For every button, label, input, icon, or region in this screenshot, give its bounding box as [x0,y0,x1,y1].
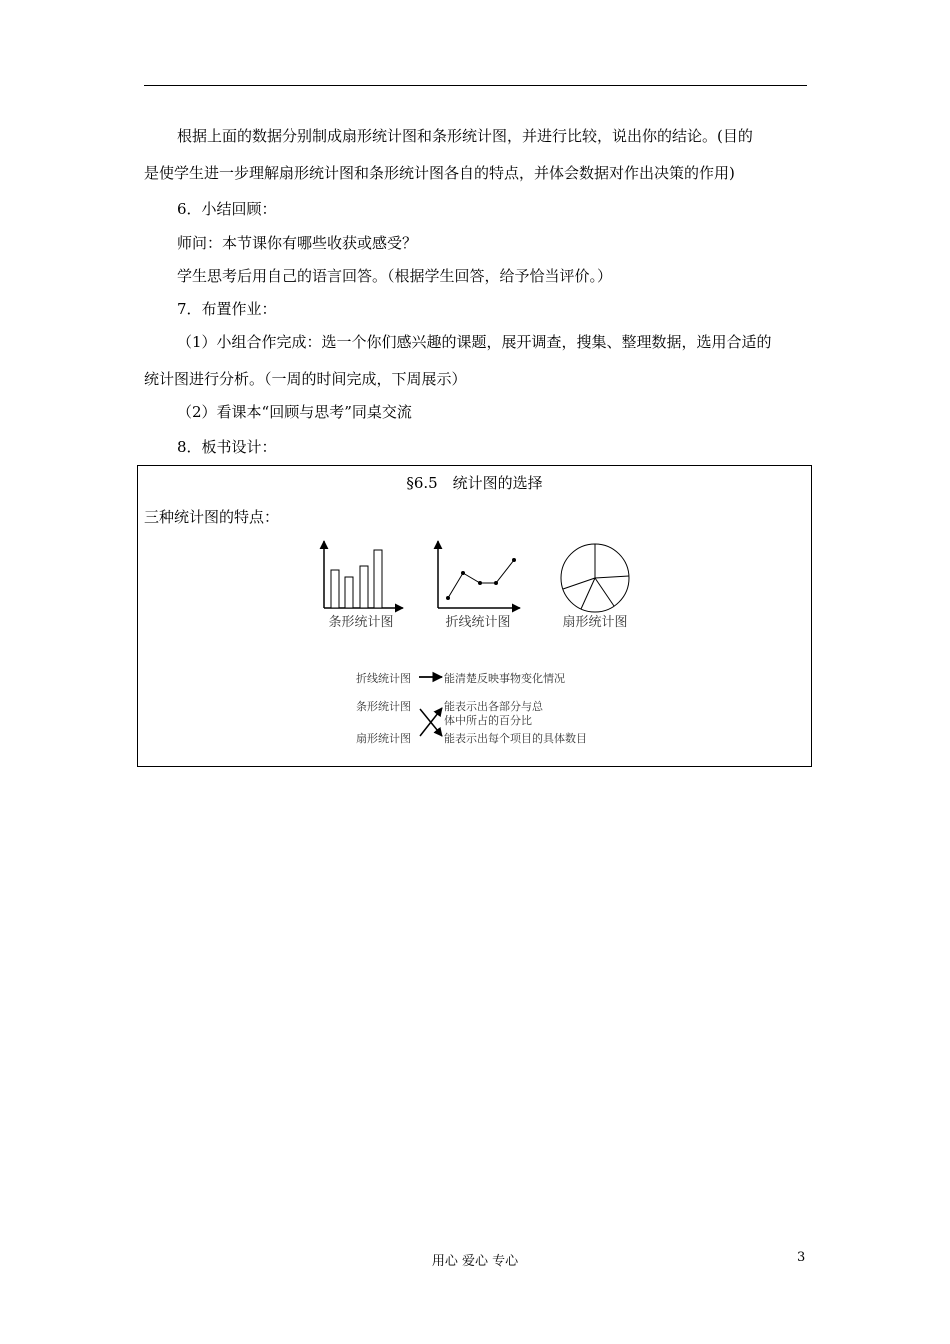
map-right-change: 能清楚反映事物变化情况 [444,672,565,685]
teacher-question: 师问：本节课你有哪些收获或感受？ [177,234,418,252]
homework-item-2: （2）看课本“回顾与思考”同桌交流 [177,403,412,421]
footer-motto: 用心 爱心 专心 [431,1254,519,1269]
pie-chart-label: 扇形统计图 [562,615,628,630]
homework-item-1-line-1: （1）小组合作完成：选一个你们感兴趣的课题，展开调查，搜集、整理数据，选用合适的 [177,333,772,351]
header-rule [144,85,807,86]
paragraph-conclusion-line-2: 是使学生进一步理解扇形统计图和条形统计图各自的特点，并体会数据对作出决策的作用) [144,164,735,182]
map-left-pie: 扇形统计图 [356,732,411,745]
chart-illustrations [138,466,813,768]
section-7-heading: 7．布置作业： [177,300,277,318]
map-right-part-line-1: 能表示出各部分与总 [444,700,543,713]
blackboard-design-box [137,465,812,767]
line-chart-icon [438,541,520,608]
page-number: 3 [797,1250,806,1265]
board-subtitle: 三种统计图的特点： [144,508,280,526]
map-left-bar: 条形统计图 [356,700,411,713]
map-left-line: 折线统计图 [356,672,411,685]
paragraph-conclusion-line-1: 根据上面的数据分别制成扇形统计图和条形统计图，并进行比较，说出你的结论。(目的 [177,127,753,145]
student-answer: 学生思考后用自己的语言回答。（根据学生回答，给予恰当评价。） [177,267,613,285]
line-chart-label: 折线统计图 [445,615,511,630]
bar-chart-icon [324,541,403,608]
map-right-part-line-2: 体中所占的百分比 [444,714,532,727]
board-title: §6.5 统计图的选择 [406,474,543,492]
homework-item-1-line-2: 统计图进行分析。（一周的时间完成，下周展示） [144,370,467,388]
mapping-diagram [356,671,587,745]
bar-chart-label: 条形统计图 [328,615,394,630]
pie-chart-icon [561,544,629,612]
map-right-number: 能表示出每个项目的具体数目 [444,732,587,745]
section-6-heading: 6．小结回顾： [177,200,277,218]
section-8-heading: 8．板书设计： [177,438,277,456]
